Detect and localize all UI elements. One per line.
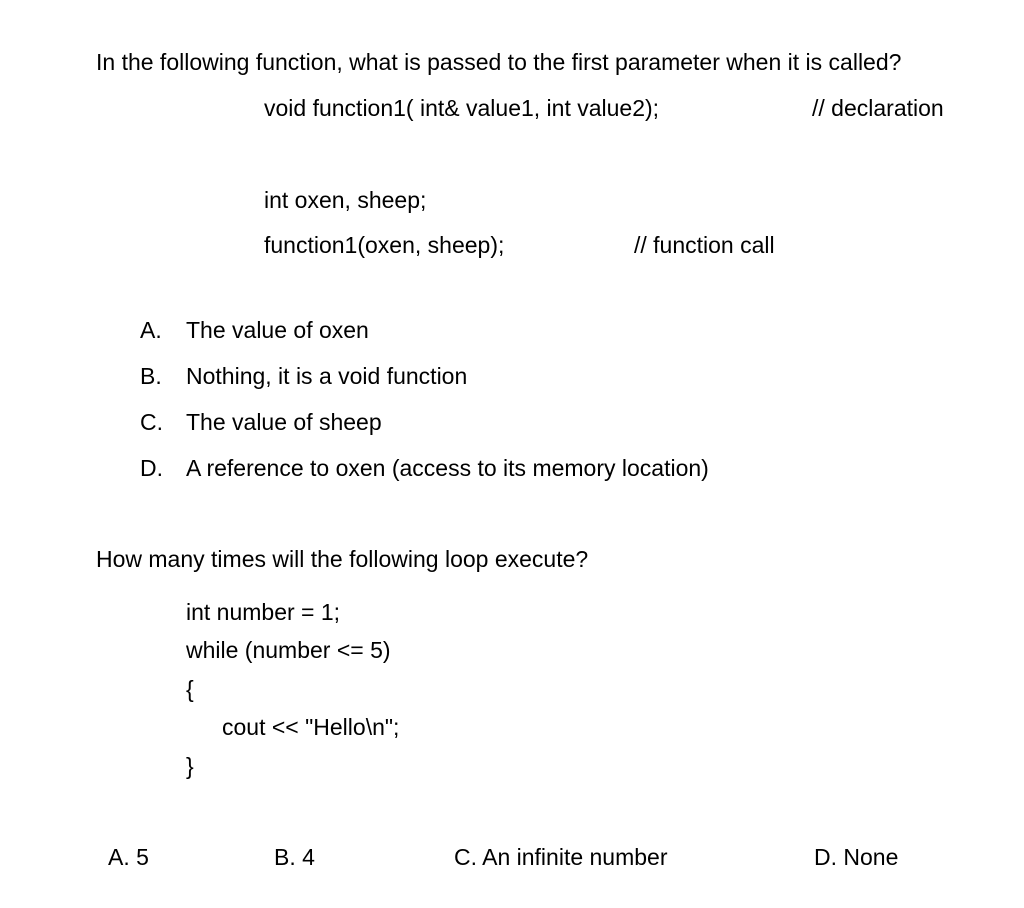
option-d-letter: D. (140, 455, 163, 481)
code-line: int number = 1; (186, 599, 341, 625)
question-1-prompt: In the following function, what is passed to the first parameter when it is called? (96, 49, 902, 75)
option-b-text: Nothing, it is a void function (186, 363, 468, 389)
declaration-comment: // declaration (812, 95, 944, 121)
question-2-prompt: How many times will the following loop execute? (96, 546, 589, 572)
option-a[interactable]: A. 5 (108, 844, 149, 870)
option-b-letter: B. (140, 363, 162, 389)
code-line: while (number <= 5) (186, 637, 391, 663)
declaration-code: void function1( int& value1, int value2); (264, 95, 660, 121)
code-line: } (186, 753, 194, 779)
call-comment: // function call (634, 232, 775, 258)
option-b[interactable]: B. 4 (274, 844, 315, 870)
option-c-letter: C. (140, 409, 163, 435)
option-d[interactable]: D. None (814, 844, 899, 870)
option-c-text: The value of sheep (186, 409, 382, 435)
option-c[interactable]: C. An infinite number (454, 844, 668, 870)
call-code: function1(oxen, sheep); (264, 232, 505, 258)
code-line: cout << "Hello\n"; (222, 714, 400, 740)
option-d-text: A reference to oxen (access to its memory location) (186, 455, 709, 481)
variables-code: int oxen, sheep; (264, 187, 427, 213)
option-a-text: The value of oxen (186, 317, 369, 343)
code-line: { (186, 676, 194, 702)
option-a-letter: A. (140, 317, 162, 343)
